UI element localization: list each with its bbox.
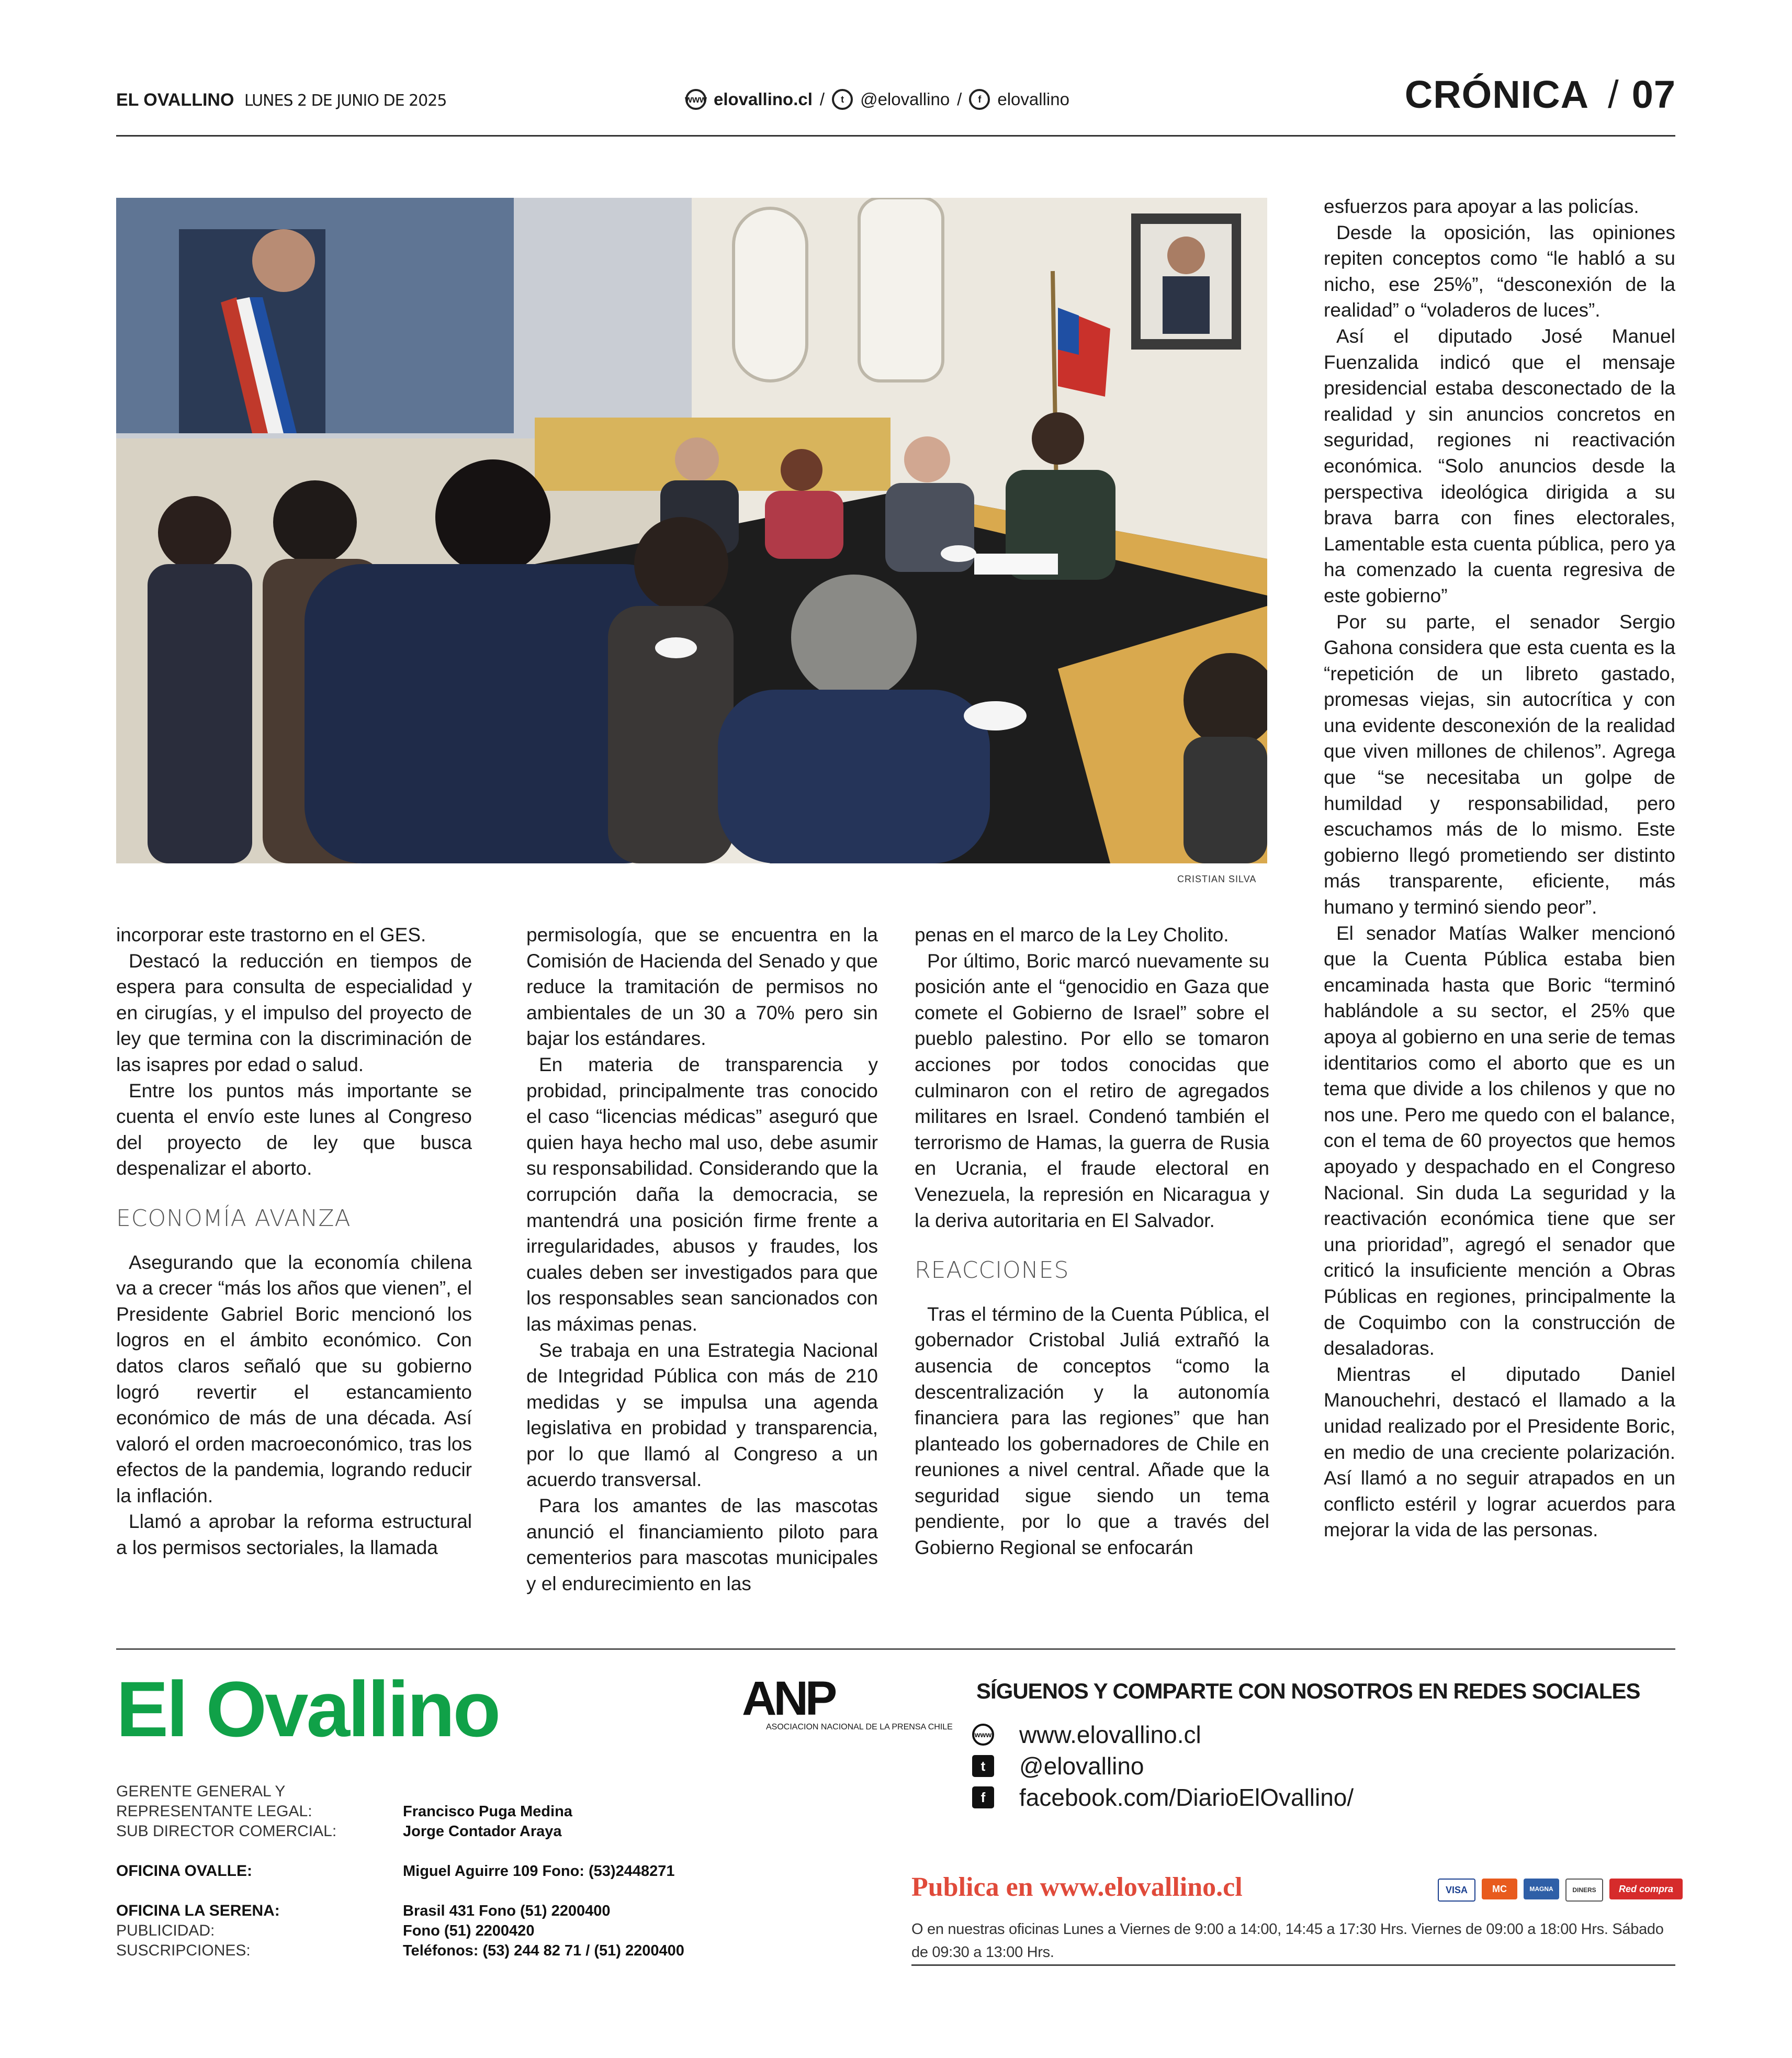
facebook-icon: f <box>972 1786 994 1808</box>
www-icon: www <box>685 89 706 110</box>
meeting-photo-illustration <box>116 198 1267 863</box>
header-facebook-link[interactable]: elovallino <box>997 89 1069 109</box>
article-column-1 <box>116 922 472 1561</box>
paragraph: esfuerzos para apoyar a las policías. <box>1324 196 1639 217</box>
header-divider <box>116 135 1675 137</box>
section-title <box>1405 72 1676 117</box>
subheading-economia: ECONOMÍA AVANZA <box>116 1205 351 1232</box>
staff-value: Teléfonos: (53) 244 82 71 / (51) 2200400 <box>403 1942 684 1959</box>
publica-link[interactable]: Publica en www.elovallino.cl <box>911 1872 1243 1902</box>
mastercard-icon: MC <box>1482 1879 1517 1899</box>
paragraph: Para los amantes de las mascotas anunció el financiamiento piloto para cementerios para mascotas municipales y el endurecimiento en las <box>526 1495 878 1594</box>
paragraph: incorporar este trastorno en el GES. <box>116 924 426 946</box>
paragraph: Así el diputado José Manuel Fuenzalida indicó que el mensaje presidencial estaba desconectado de la realidad y sin anuncios concretos en seguridad, regiones ni reactivación económica. “Solo anuncios desde la perspectiva ideológica dirigida a su brava barra con fines electorales, Lamentable esta cuenta pública, pero ya ha comenzado la cuenta regresiva de este gobierno” <box>1324 325 1675 606</box>
twitter-icon: t <box>832 89 853 110</box>
staff-label: PUBLICIDAD: <box>116 1922 215 1939</box>
issue-date: LUNES 2 DE JUNIO DE 2025 <box>244 92 447 110</box>
anp-mark: ANP <box>742 1672 835 1725</box>
article-column-3 <box>915 922 1269 1561</box>
staff-value: Miguel Aguirre 109 Fono: (53)2448271 <box>403 1863 675 1880</box>
paragraph: Se trabaja en una Estrategia Nacional de Integridad Pública con más de 210 medidas y se impulsa una agenda legislativa en probidad y transparencia, por lo que llamó al Congreso a un acuerdo transversal. <box>526 1339 878 1491</box>
photo-credit: CRISTIAN SILVA <box>1177 874 1257 884</box>
visa-card-icon: VISA <box>1438 1879 1475 1902</box>
staff-label: SUB DIRECTOR COMERCIAL: <box>116 1823 337 1840</box>
anp-caption: ASOCIACION NACIONAL DE LA PRENSA CHILE <box>766 1723 953 1731</box>
separator: / <box>957 89 962 109</box>
paragraph: Desde la oposición, las opiniones repiten conceptos como “le habló a su nicho, ese 25%”, “desconexión de la realidad” o “voladeros de luces”. <box>1324 221 1675 321</box>
section-name: CRÓNICA <box>1404 73 1590 116</box>
brand-name: EL OVALLINO <box>116 90 234 110</box>
magna-card-icon: MAGNA <box>1524 1879 1559 1899</box>
paragraph: Destacó la reducción en tiempos de espera para consulta de especialidad y en cirugías, y el impulso del proyecto de ley que termina con la discriminación de las isapres por edad o salud. <box>116 950 472 1075</box>
paragraph: Llamó a aprobar la reforma estructural a los permisos sectoriales, la llamada <box>116 1511 472 1559</box>
footer-divider <box>116 1648 1675 1650</box>
section-slash: / <box>1608 73 1619 116</box>
payment-cards <box>1438 1879 1683 1902</box>
anp-logo <box>742 1674 953 1731</box>
article-column-4 <box>1324 194 1675 1543</box>
paragraph: penas en el marco de la Ley Cholito. <box>915 924 1229 946</box>
staff-label: REPRESENTANTE LEGAL: <box>116 1803 312 1820</box>
social-web-link[interactable]: www.elovallino.cl <box>1019 1721 1201 1748</box>
header-links <box>685 89 1069 110</box>
staff-value: Fono (51) 2200420 <box>403 1922 535 1939</box>
staff-value: Brasil 431 Fono (51) 2200400 <box>403 1903 611 1919</box>
www-icon: www <box>972 1724 994 1746</box>
staff-label: SUSCRIPCIONES: <box>116 1942 251 1959</box>
paragraph: Entre los puntos más importante se cuenta el envío este lunes al Congreso del proyecto de ley que busca despenalizar el aborto. <box>116 1079 472 1179</box>
social-facebook-link[interactable]: facebook.com/DiarioElOvallino/ <box>1019 1784 1354 1811</box>
masthead-strip <box>116 90 446 110</box>
office-hours: O en nuestras oficinas Lunes a Viernes de 9:00 a 14:00, 14:45 a 17:30 Hrs. Viernes de 09:00 a 18:00 Hrs. Sábado de 09:30 a 13:00 Hrs. <box>911 1921 1664 1961</box>
meeting-photo <box>116 198 1267 863</box>
social-twitter-link[interactable]: @elovallino <box>1019 1752 1144 1780</box>
staff-value: Francisco Puga Medina <box>403 1803 572 1820</box>
social-web-row[interactable] <box>972 1719 1354 1750</box>
social-twitter-row[interactable] <box>972 1750 1354 1782</box>
paragraph: Tras el término de la Cuenta Pública, el gobernador Cristobal Juliá extrañó la ausencia de conceptos “como la descentralización y la autonomía financiera para las regiones” que han planteado los gobernadores de Chile en reuniones a nivel central. Añade que la seguridad sigue siendo un tema pendiente, por lo que a través del Gobierno Regional se enfocarán <box>915 1303 1269 1559</box>
twitter-icon: t <box>972 1755 994 1777</box>
paragraph: Asegurando que la economía chilena va a crecer “más los años que vienen”, el Presidente Gabriel Boric mencionó los logros en el ámbito económico. Con datos claros señaló que su gobierno logró revertir el estancamiento económico de más de una década. Así valoró el orden macroeconómico, tras los efectos de la pandemia, logrando reducir la inflación. <box>116 1251 472 1506</box>
paragraph: Por su parte, el senador Sergio Gahona considera que esta cuenta es la “repetición de un libreto gastado, promesas viejas, sin autocrítica y con una evidente desconexión de la realidad que viven millones de chilenos”. Agrega que “se necesitaba un golpe de humildad y responsabilidad, pero escuchamos más de lo mismo. Este gobierno llegó prometiendo ser distinto más transparente, eficiente, más humano y terminó siendo peor”. <box>1324 611 1675 918</box>
staff-label: OFICINA OVALLE: <box>116 1862 252 1880</box>
paragraph: En materia de transparencia y probidad, principalmente tras conocido el caso “licencias médicas” aseguró que quien haya hecho mal uso, debe asumir su responsabilidad. Considerando que la corrupción daña la democracia, se mantendrá una posición firme frente a irregularidades, abusos y fraudes, los cuales deben ser investigados para que los responsables sean sancionados con las máximas penas. <box>526 1053 878 1335</box>
article-column-2 <box>526 922 878 1596</box>
social-heading: SÍGUENOS Y COMPARTE CON NOSOTROS EN REDES SOCIALES <box>976 1679 1640 1703</box>
header-site-link[interactable]: elovallino.cl <box>714 89 813 109</box>
paragraph: Por último, Boric marcó nuevamente su posición ante el “genocidio en Gaza que comete el Gobierno de Israel” sobre el pueblo palestino. Por ello se tomaron acciones por todos conocidas que culminaron con el retiro de agregados militares en Israel. Condenó también el terrorismo de Hamas, la guerra de Rusia en Ucrania, el fraude electoral en Venezuela, la represión en Nicaragua y la deriva autoritaria en El Salvador. <box>915 950 1269 1231</box>
header-twitter-link[interactable]: @elovallino <box>860 89 950 109</box>
social-links <box>972 1719 1354 1813</box>
staff-label: GERENTE GENERAL Y <box>116 1783 286 1800</box>
diners-card-icon: DINERS <box>1565 1879 1603 1902</box>
redcompra-card-icon: Red compra <box>1609 1879 1683 1899</box>
staff-label: OFICINA LA SERENA: <box>116 1902 280 1919</box>
social-facebook-row[interactable] <box>972 1782 1354 1813</box>
facebook-icon: f <box>969 89 990 110</box>
newspaper-logo: El Ovallino <box>116 1665 499 1753</box>
separator: / <box>819 89 825 109</box>
subheading-reacciones: REACCIONES <box>915 1257 1069 1284</box>
paragraph: permisología, que se encuentra en la Comisión de Hacienda del Senado y que reduce la tramitación de permisos no ambientales de un 30 a 70% pero sin bajar los estándares. <box>526 924 878 1050</box>
staff-value: Jorge Contador Araya <box>403 1823 562 1840</box>
paragraph: Mientras el diputado Daniel Manouchehri, destacó el llamado a la unidad realizado por el Presidente Boric, en medio de una creciente polarización. Así llamó a no seguir atrapados en un conflicto estéril y lograr acuerdos para mejorar la vida de las personas. <box>1324 1363 1675 1541</box>
footer-divider-bottom <box>911 1964 1675 1966</box>
paragraph: El senador Matías Walker mencionó que la Cuenta Pública estaba bien encaminada hasta que Boric “terminó hablándole a su sector, el 25% que apoya al gobierno en una serie de temas identitarios como el aborto que es un tema que divide a los chilenos y que no nos une. Pero me quedo con el balance, con el tema de 60 proyectos que hemos apoyado y despachado en el Congreso Nacional. Sin duda La seguridad y la reactivación económica tiene que ser una prioridad”, agregó el senador que criticó la insuficiente mención a Obras Públicas en regiones, principalmente la de Coquimbo con la construcción de desaladoras. <box>1324 922 1675 1359</box>
page-number: 07 <box>1631 73 1676 116</box>
